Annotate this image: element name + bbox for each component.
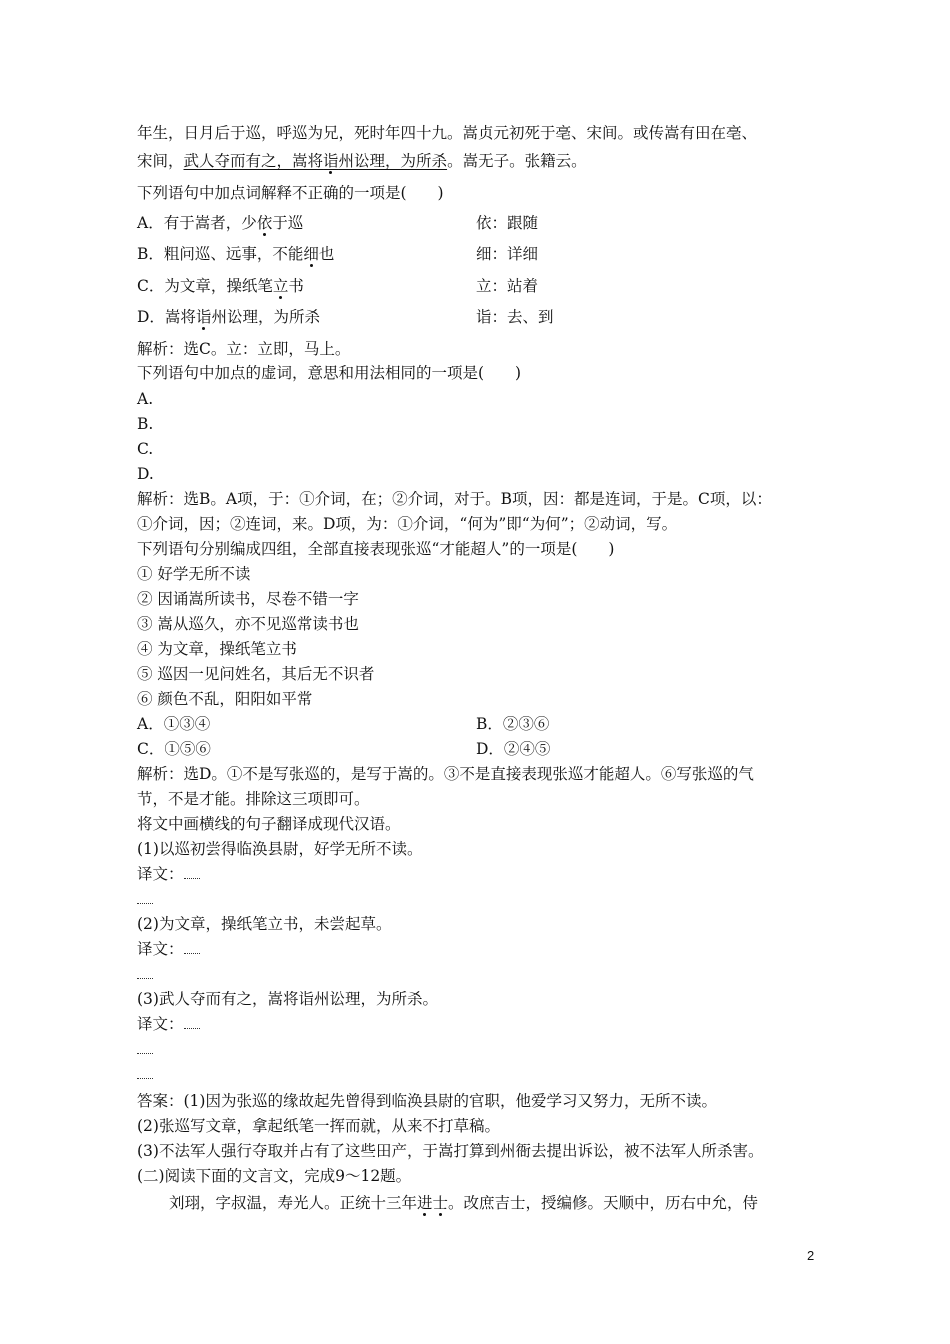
q8-blank-line-1 — [137, 888, 153, 910]
section-2-heading: (二)阅读下面的文言文，完成9～12题。 — [137, 1167, 412, 1185]
q7-choice-a: A．①③④ — [137, 715, 211, 733]
dotted-word: 立 — [272, 277, 289, 295]
q7-analysis-line-2: 节，不是才能。排除这三项即可。 — [137, 790, 370, 808]
answer-line-3: (3)不法军人强行夺取并占有了这些田产，于嵩打算到州衙去提出诉讼，被不法军人所杀害。 — [137, 1142, 764, 1160]
answer-blank — [137, 1066, 153, 1079]
q8-translation-2 — [137, 938, 200, 960]
q5-gloss-a: 依：跟随 — [476, 214, 539, 232]
section-2-paragraph: 刘珝，字叔温，寿光人。正统十三年进士。改庶吉士，授编修。天顺中，历右中允，侍 — [169, 1194, 759, 1212]
q5-gloss-c: 立：站着 — [476, 277, 539, 295]
answer-blank — [184, 941, 200, 954]
q6-option-a: A. — [137, 390, 154, 408]
translation-label: 译文： — [137, 1015, 184, 1033]
answer-blank — [137, 891, 153, 904]
passage-text: 。嵩无子。张籍云。 — [447, 152, 587, 170]
q7-choice-c: C．①⑤⑥ — [137, 740, 211, 758]
translation-label: 译文： — [137, 940, 184, 958]
q7-item-5: ⑤ 巡因一见问姓名，其后无不识者 — [137, 665, 375, 683]
q6-analysis-line-1: 解析：选B。A项，于：①介词，在；②介词，对于。B项，因：都是连词，于是。C项，以： — [137, 490, 772, 508]
dotted-word: 诣 — [195, 308, 212, 326]
q7-item-6: ⑥ 颜色不乱，阳阳如平常 — [137, 690, 313, 708]
translation-label: 译文： — [137, 865, 184, 883]
answer-line-2: (2)张巡写文章，拿起纸笔一挥而就，从来不打草稿。 — [137, 1117, 500, 1135]
question-8-stem: 将文中画横线的句子翻译成现代汉语。 — [137, 815, 401, 833]
q7-choice-b: B．②③⑥ — [476, 715, 550, 733]
q5-option-d: D．嵩将诣州讼理，为所杀 — [137, 308, 320, 326]
answer-blank — [137, 966, 153, 979]
q6-option-b: B. — [137, 415, 154, 433]
passage-line-1: 年生，日月后于巡，呼巡为兄，死时年四十九。嵩贞元初死于亳、宋间。或传嵩有田在亳、 — [137, 124, 758, 142]
answer-blank — [137, 1041, 153, 1054]
dotted-word: 细 — [303, 245, 319, 263]
answer-blank — [184, 866, 200, 879]
passage-line-2 — [137, 150, 587, 172]
q7-item-2: ② 因诵嵩所读书，尽卷不错一字 — [137, 590, 359, 608]
q5-gloss-b: 细：详细 — [476, 245, 539, 263]
q5-option-b: B．粗问巡、远事，不能细也 — [137, 245, 335, 263]
dotted-word: 士 — [432, 1194, 449, 1212]
q5-gloss-d: 诣：去、到 — [476, 308, 554, 326]
underlined-part: 武人夺而有之，嵩将 — [183, 152, 324, 170]
answer-blank — [184, 1016, 200, 1029]
question-6-stem: 下列语句中加点的虚词，意思和用法相同的一项是( ) — [137, 364, 522, 382]
q8-blank-line-4 — [137, 1063, 153, 1085]
q8-sentence-1: (1)以巡初尝得临涣县尉，好学无所不读。 — [137, 840, 423, 858]
q7-item-1: ① 好学无所不读 — [137, 565, 251, 583]
underlined-sentence — [184, 152, 448, 170]
q7-item-4: ④ 为文章，操纸笔立书 — [137, 640, 297, 658]
q7-item-3: ③ 嵩从巡久，亦不见巡常读书也 — [137, 615, 359, 633]
q6-analysis-line-2: ①介词，因；②连词，来。D项，为：①介词，“何为”即“为何”；②动词，写。 — [137, 515, 678, 533]
q7-choice-d: D．②④⑤ — [476, 740, 551, 758]
q5-option-c: C．为文章，操纸笔立书 — [137, 277, 304, 295]
question-7-stem: 下列语句分别编成四组，全部直接表现张巡“才能超人”的一项是( ) — [137, 540, 615, 558]
dotted-word: 依 — [256, 214, 273, 232]
answer-line-1: 答案：(1)因为张巡的缘故起先曾得到临涣县尉的官职，他爱学习又努力，无所不读。 — [137, 1092, 717, 1110]
dotted-word: 诣 — [323, 152, 339, 170]
q8-sentence-3: (3)武人夺而有之，嵩将诣州讼理，为所杀。 — [137, 990, 438, 1008]
q8-sentence-2: (2)为文章，操纸笔立书，未尝起草。 — [137, 915, 392, 933]
q5-analysis: 解析：选C。立：立即，马上。 — [137, 340, 351, 358]
q6-option-d: D. — [137, 465, 154, 483]
q8-blank-line-2 — [137, 963, 153, 985]
page-number: 2 — [807, 1248, 815, 1263]
q7-analysis-line-1: 解析：选D。①不是写张巡的，是写于嵩的。③不是直接表现张巡才能超人。⑥写张巡的气 — [137, 765, 754, 783]
dotted-word: 进 — [417, 1194, 433, 1212]
q5-option-a: A．有于嵩者，少依于巡 — [137, 214, 304, 232]
q8-blank-line-3 — [137, 1038, 153, 1060]
q8-translation-3 — [137, 1013, 200, 1035]
passage-text: 宋间， — [137, 152, 184, 170]
underlined-part: 州讼理，为所杀 — [338, 152, 448, 170]
question-5-stem: 下列语句中加点词解释不正确的一项是( ) — [137, 184, 444, 202]
q6-option-c: C. — [137, 440, 154, 458]
q8-translation-1 — [137, 863, 200, 885]
